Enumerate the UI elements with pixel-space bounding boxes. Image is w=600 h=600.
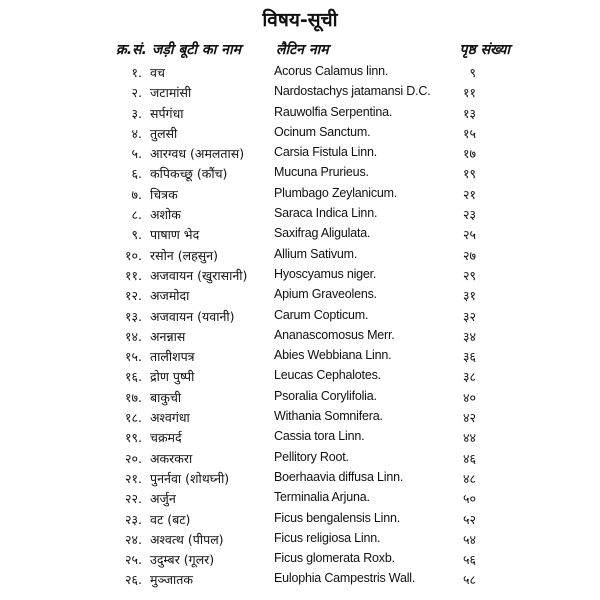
latin-name: Hyoscyamus niger. [274, 266, 377, 281]
table-row [0, 488, 600, 508]
latin-name: Abies Webbiana Linn. [274, 348, 392, 363]
table-row [0, 285, 600, 305]
serial-number: २३. [125, 511, 142, 527]
latin-name: Psoralia Corylifolia. [274, 388, 377, 403]
serial-number: २६. [125, 572, 142, 588]
page-number: ४२ [462, 410, 476, 426]
serial-number: २५. [125, 552, 142, 568]
herb-name: तालीशपत्र [150, 349, 195, 365]
table-row [0, 306, 600, 326]
serial-number: १३. [125, 308, 142, 324]
table-row [0, 82, 600, 102]
serial-number: ३. [131, 105, 142, 121]
latin-name: Carum Copticum. [274, 307, 369, 322]
latin-name: Eulophia Campestris Wall. [274, 571, 416, 586]
page-number: १७ [462, 146, 476, 162]
herb-name: अशोक [150, 207, 181, 223]
latin-name: Nardostachys jatamansi D.C. [274, 84, 431, 99]
serial-number: १७. [125, 389, 142, 405]
serial-number: २०. [125, 450, 142, 466]
latin-name: Cassia tora Linn. [274, 429, 365, 444]
page-number: ५४ [462, 531, 476, 547]
herb-name: अकरकरा [150, 450, 193, 466]
latin-name: Carsia Fistula Linn. [274, 145, 377, 160]
herb-name: जटामांसी [150, 85, 192, 101]
serial-number: ९. [131, 227, 142, 243]
serial-number: ८. [131, 207, 142, 223]
page-number: २३ [462, 207, 476, 223]
page-number: ४६ [462, 450, 476, 466]
header-herb-name: जड़ी बूटी का नाम [152, 42, 241, 58]
table-row [0, 123, 600, 143]
table-row [0, 407, 600, 427]
table-row [0, 62, 600, 82]
latin-name: Pellitory Root. [274, 449, 349, 464]
serial-number: १६. [125, 369, 142, 385]
herb-name: अजवायन (खुरासानी) [150, 267, 248, 283]
latin-name: Withania Somnifera. [274, 409, 383, 424]
page-number: ४० [462, 389, 476, 405]
page-number: ९ [469, 65, 476, 80]
table-row [0, 204, 600, 224]
herb-name: अश्वत्थ (पीपल) [150, 531, 224, 547]
serial-number: १. [131, 65, 142, 80]
page-number: ४४ [462, 430, 476, 446]
serial-number: २२. [125, 491, 142, 507]
herb-name: उदुम्बर (गूलर) [150, 552, 215, 568]
table-row [0, 346, 600, 366]
page-number: २९ [462, 267, 476, 283]
herb-name: द्रोण पुष्पी [150, 369, 195, 385]
herb-name: चक्रमर्द [150, 430, 182, 446]
herb-name: मुञ्जातक [150, 572, 193, 588]
page-number: ११ [462, 85, 476, 101]
herb-name: कपिकच्छू (कौंच) [150, 166, 228, 182]
latin-name: Ananascomosus Merr. [274, 327, 395, 342]
latin-name: Saxifrag Aligulata. [274, 226, 371, 241]
page-number: २७ [462, 247, 476, 263]
herb-name: अनन्नास [150, 328, 186, 344]
herb-name: सर्पगंधा [150, 105, 184, 121]
serial-number: ६. [131, 166, 142, 182]
table-row [0, 529, 600, 549]
latin-name: Boerhaavia diffusa Linn. [274, 469, 404, 484]
contents-list [0, 62, 600, 590]
serial-number: १४. [125, 328, 142, 344]
page-number: १५ [462, 125, 476, 141]
herb-name: रसोन (लहसुन) [150, 247, 218, 263]
table-row [0, 569, 600, 589]
latin-name: Ocinum Sanctum. [274, 124, 371, 139]
page-number: ३८ [462, 369, 476, 385]
table-row [0, 245, 600, 265]
serial-number: ११. [125, 267, 142, 283]
serial-number: २१. [125, 470, 142, 486]
table-row [0, 448, 600, 468]
herb-name: बाकुची [150, 389, 182, 405]
herb-name: चित्रक [150, 186, 178, 202]
page-number: ५८ [462, 572, 476, 588]
page-title: विषय-सूची [262, 9, 338, 31]
table-row [0, 326, 600, 346]
page-number: १९ [462, 166, 476, 182]
herb-name: पुनर्नवा (शोथघ्नी) [150, 470, 230, 486]
header-serial-number: क्र.सं. [116, 42, 147, 58]
serial-number: ७. [131, 186, 142, 202]
table-row [0, 366, 600, 386]
page-number: १३ [462, 105, 476, 121]
latin-name: Ficus glomerata Roxb. [274, 551, 395, 566]
page-number: ३६ [462, 349, 476, 365]
page-number: ३२ [462, 308, 476, 324]
table-row [0, 103, 600, 123]
latin-name: Ficus religiosa Linn. [274, 530, 381, 545]
page-number: ४८ [462, 470, 476, 486]
latin-name: Apium Graveolens. [274, 287, 377, 302]
herb-name: अश्वगंधा [150, 410, 190, 426]
latin-name: Allium Sativum. [274, 246, 358, 261]
herb-name: आरग्वध (अमलतास) [150, 146, 245, 162]
serial-number: २४. [125, 531, 142, 547]
table-row [0, 387, 600, 407]
serial-number: १०. [125, 247, 142, 263]
page-number: ३१ [462, 288, 476, 304]
serial-number: ४. [131, 125, 142, 141]
herb-name: अजवायन (यवानी) [150, 308, 235, 324]
header-latin-name: लैटिन नाम [276, 42, 329, 58]
latin-name: Leucas Cephalotes. [274, 368, 381, 383]
herb-name: अजमोदा [150, 288, 190, 304]
table-row [0, 549, 600, 569]
header-page-number: पृष्ठ संख्या [459, 42, 510, 58]
table-row [0, 265, 600, 285]
table-header [0, 40, 600, 60]
serial-number: ५. [131, 146, 142, 162]
serial-number: १२. [125, 288, 142, 304]
serial-number: १९. [125, 430, 142, 446]
table-row [0, 184, 600, 204]
page-number: २५ [462, 227, 476, 243]
latin-name: Saraca Indica Linn. [274, 206, 378, 221]
page-number: ३४ [462, 328, 476, 344]
latin-name: Acorus Calamus linn. [274, 64, 389, 78]
herb-name: वच [150, 65, 165, 80]
table-row [0, 163, 600, 183]
serial-number: २. [131, 85, 142, 101]
page-number: २१ [462, 186, 476, 202]
table-row [0, 224, 600, 244]
serial-number: १५. [125, 349, 142, 365]
table-row [0, 427, 600, 447]
table-row [0, 143, 600, 163]
herb-name: तुलसी [150, 125, 178, 141]
latin-name: Plumbago Zeylanicum. [274, 185, 398, 200]
page-number: ५२ [462, 511, 476, 527]
page-number: ५० [462, 491, 476, 507]
latin-name: Terminalia Arjuna. [274, 490, 370, 505]
herb-name: वट (बट) [150, 511, 191, 527]
latin-name: Rauwolfia Serpentina. [274, 104, 393, 119]
latin-name: Mucuna Prurieus. [274, 165, 369, 180]
table-row [0, 509, 600, 529]
latin-name: Ficus bengalensis Linn. [274, 510, 401, 525]
herb-name: पाषाण भेद [150, 227, 200, 243]
table-row [0, 468, 600, 488]
herb-name: अर्जुन [150, 491, 176, 507]
page-number: ५६ [462, 552, 476, 568]
serial-number: १८. [125, 410, 142, 426]
